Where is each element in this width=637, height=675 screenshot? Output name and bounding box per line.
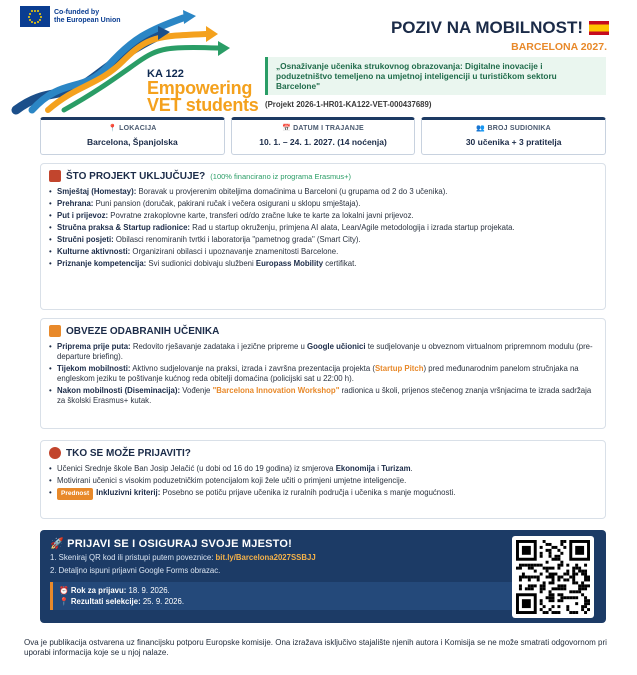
section-title: OBVEZE ODABRANIH UČENIKA — [49, 325, 597, 337]
list-item: • Put i prijevoz: Povratne zrakoplovne karte, transferi od/do zračne luke te karte za lokalni javni prijevoz. — [49, 211, 597, 221]
logo-ka-text: KA 122 — [147, 68, 184, 80]
eu-badge-line2: the European Union — [54, 16, 121, 24]
section-obligations — [40, 318, 606, 429]
project-code: (Projekt 2026-1-HR01-KA122-VET-000437689) — [265, 100, 432, 109]
info-value: 30 učenika + 3 pratitelja — [465, 137, 562, 147]
info-value: Barcelona, Španjolska — [86, 137, 178, 147]
qr-code[interactable] — [512, 536, 594, 618]
dates-box — [50, 582, 520, 610]
section-note: (100% financirano iz programa Erasmus+) — [210, 171, 351, 181]
qr-code-image — [516, 540, 590, 614]
pin-icon: 📍 — [59, 597, 69, 606]
obligations-list — [49, 342, 597, 406]
cta-step2: 2. Detaljno ispuni prijavni Google Forms obrazac. — [50, 566, 221, 575]
list-item: • Učenici Srednje škole Ban Josip Jelačić (u dobi od 16 do 19 godina) iz smjerova Ekonomija i Turizam. — [49, 464, 597, 474]
footer-disclaimer: Ova je publikacija ostvarena uz financijsku potporu Europske komisije. Ona izražava isključivo stajalište njenih autora i Komisija se ne može smatrati odgovornom pri uporabi informacija koje se u njoj nalaze. — [24, 638, 607, 657]
list-item: • Motivirani učenici s visokim poduzetničkim potencijalom koji žele učiti o primjeni umjetne inteligencije. — [49, 476, 597, 486]
page-title — [391, 18, 609, 38]
apply-panel — [40, 530, 606, 623]
cta-step1: 1. Skeniraj QR kod ili pristupi putem poveznice: bit.ly/Barcelona2027SSBJJ — [50, 553, 316, 562]
list-item: • Kulturne aktivnosti: Organizirani obilasci i upoznavanje znamenitosti Barcelone. — [49, 247, 597, 257]
info-label: DATUM I TRAJANJE — [293, 125, 364, 132]
info-card-participants — [421, 117, 606, 155]
calendar-icon: 📅 — [282, 125, 292, 132]
list-item: • Priznanje kompetencija: Svi sudionici dobivaju službeni Europass Mobility certifikat. — [49, 259, 597, 269]
info-card-date — [231, 117, 416, 155]
includes-list — [49, 187, 597, 269]
logo-empowering-text: Empowering — [147, 78, 253, 98]
list-item: • Tijekom mobilnosti: Aktivno sudjelovanje na praksi, izrada i završna prezentacija projekta (Startup Pitch) pred međunarodnim panelom stručnjaka na engleskom jeziku te poštivanje kućnog reda obitelji domaćina (policijski sat u 22:00 h). — [49, 364, 597, 384]
eu-badge-line1: Co-funded by — [54, 8, 100, 16]
list-item: • Smještaj (Homestay): Boravak u provjerenim obiteljima domaćinima u Barceloni (u grupama od 2 do 3 učenika). — [49, 187, 597, 197]
section-eligibility — [40, 440, 606, 519]
list-item: • Nakon mobilnosti (Diseminacija): Vođenje "Barcelona Innovation Workshop" radionica u školi, prijenos stečenog znanja vršnjacima te izrada sadržaja za školski Erasmus+ kutak. — [49, 386, 597, 406]
section-includes — [40, 163, 606, 310]
eligibility-list — [49, 464, 597, 500]
info-value: 10. 1. – 24. 1. 2027. (14 noćenja) — [259, 137, 387, 147]
list-item: • Prednost Inkluzivni kriterij: Posebno se potiču prijave učenika iz ruralnih područja i učenika s manje mogućnosti. — [49, 488, 597, 500]
page-subtitle: BARCELONA 2027. — [511, 41, 607, 53]
list-item: • Stručna praksa & Startup radionice: Rad u startup okruženju, primjena AI alata, Lean/Agile metodologija i izrada startup projekata. — [49, 223, 597, 233]
deadline-line: ⏰ Rok za prijavu: 18. 9. 2026. — [59, 586, 170, 595]
logo-vet-text: VET students — [147, 95, 259, 115]
clipboard-icon — [49, 325, 61, 337]
clock-icon: ⏰ — [59, 586, 69, 595]
cta-title: 🚀 PRIJAVI SE I OSIGURAJ SVOJE MJESTO! — [50, 538, 292, 550]
people-icon: 👥 — [476, 125, 486, 132]
project-description: „Osnaživanje učenika strukovnog obrazovanja: Digitalne inovacije i poduzetništvo temeljeno na umjetnoj inteligenciji u turističkom sektoru Barcelone" — [265, 57, 606, 95]
section-title: ŠTO PROJEKT UKLJUČUJE? (100% financirano iz programa Erasmus+) — [49, 170, 597, 182]
results-line: 📍 Rezultati selekcije: 25. 9. 2026. — [59, 597, 185, 606]
info-card-location — [40, 117, 225, 155]
info-label: LOKACIJA — [119, 125, 157, 132]
list-item: • Stručni posjeti: Obilasci renomiranih tvrtki i laboratorija "pametnog grada" (Smart City). — [49, 235, 597, 245]
priority-badge: Prednost — [57, 488, 93, 500]
apply-link[interactable]: bit.ly/Barcelona2027SSBJJ — [215, 553, 316, 562]
list-item: • Prehrana: Puni pansion (doručak, pakirani ručak i večera osigurani u sklopu smještaja). — [49, 199, 597, 209]
rocket-icon: 🚀 — [50, 538, 64, 550]
spain-flag-icon — [589, 21, 609, 35]
target-icon — [49, 447, 61, 459]
pin-icon: 📍 — [108, 125, 118, 132]
info-row — [40, 117, 606, 155]
title-text: POZIV NA MOBILNOST! — [390, 18, 583, 37]
list-item: • Priprema prije puta: Redovito rješavanje zadataka i jezične pripreme u Google učionici te sudjelovanje u obveznom virtualnom pripremnom modulu (pre-departure briefing). — [49, 342, 597, 362]
section-title: TKO SE MOŽE PRIJAVITI? — [49, 447, 597, 459]
info-label: BROJ SUDIONIKA — [487, 125, 551, 132]
backpack-icon — [49, 170, 61, 182]
